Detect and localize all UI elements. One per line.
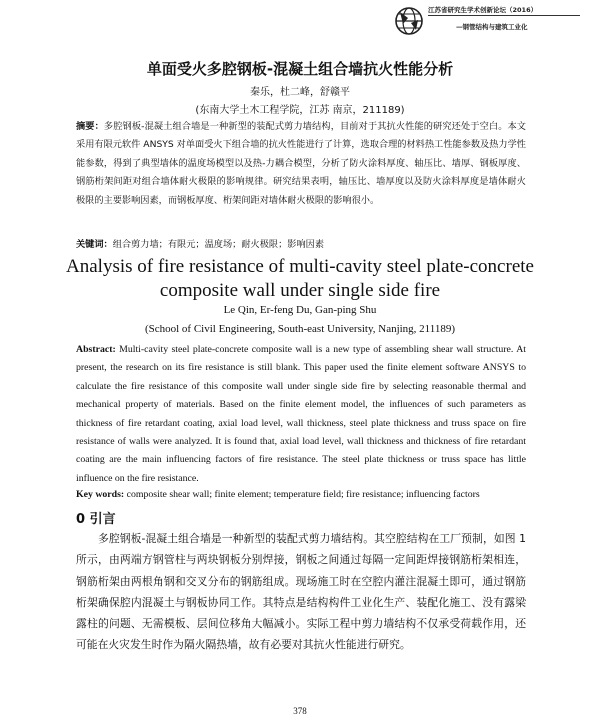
keywords-en	[76, 489, 526, 500]
keywords-cn-text: 组合剪力墙；有限元；温度场；耐火极限；影响因素	[112, 239, 325, 250]
abstract-cn	[76, 118, 526, 210]
abstract-en-text: Multi-cavity steel plate-concrete composite wall is a new type of assembling shear wall structure. At present, the research on its fire resistance is still blank. This paper used the finite element software ANSYS to calculate the fire resistance of this composite wall under single side fire by selecting reasonable thermal and mechanical property of materials. Based on the finite element model, the influences of such parameters as thickness of fire retardant coating, axial load level, wall thickness, steel plate thickness and truss space on fire resistance of walls were analyzed. It is found that, axial load level, wall thickness and thickness of fire retardant coating are the main influencing factors of fire resistance. The steel plate thickness or truss space has little influence on the fire resistance.	[76, 344, 526, 484]
paper-title-cn: 单面受火多腔钢板-混凝土组合墙抗火性能分析	[146, 60, 454, 78]
section-heading: 0 引言	[76, 512, 116, 527]
affiliation-cn: (东南大学土木工程学院，江苏 南京，211189)	[195, 105, 405, 116]
paper-title-en-line2: composite wall under single side fire	[159, 280, 441, 301]
abstract-cn-label: 摘要：	[76, 121, 104, 132]
paper-title-en	[0, 255, 600, 303]
journal-header	[394, 4, 584, 38]
journal-name: 江苏省研究生学术创新论坛（2016）	[428, 6, 538, 14]
keywords-en-text: composite shear wall; finite element; temperature field; fire resistance; influencing factors	[126, 489, 480, 500]
journal-subtitle: —钢管结构与建筑工业化	[456, 23, 528, 31]
header-rule	[428, 15, 580, 16]
authors-en: Le Qin, Er-feng Du, Gan-ping Shu	[223, 304, 377, 316]
paper-title-en-line1: Analysis of fire resistance of multi-cavity steel plate-concrete	[66, 256, 534, 277]
body-paragraph: 多腔钢板-混凝土组合墙是一种新型的装配式剪力墙结构。其空腔结构在工厂预制，如图 1 所示，由两端方钢管柱与两块钢板分别焊接，钢板之间通过每隔一定间距焊接钢筋桁架相连，钢筋桁架由两根角钢和交叉分布的钢筋组成。现场施工时在空腔内灌注混凝土即可，通过钢筋桁架确保腔内混凝土与钢板协同工作。其特点是结构构件工业化生产、装配化施工、没有露梁露柱的问题、无需模板、层间位移角大幅减小。实际工程中剪力墙结构不仅承受荷载作用，还可能在火灾发生时作为隔火隔热墙，故有必要对其抗火性能进行研究。	[76, 532, 526, 652]
authors-cn: 秦乐，杜二峰，舒赣平	[250, 87, 350, 98]
globe-logo-icon	[394, 6, 424, 36]
abstract-en-label: Abstract:	[76, 344, 116, 355]
keywords-en-label: Key words:	[76, 489, 125, 500]
abstract-en	[76, 341, 526, 488]
keywords-cn-label: 关键词：	[76, 239, 113, 250]
affiliation-en: (School of Civil Engineering, South-east University, Nanjing, 211189)	[144, 323, 456, 335]
abstract-cn-text: 多腔钢板-混凝土组合墙是一种新型的装配式剪力墙结构，目前对于其抗火性能的研究还处于空白。本文采用有限元软件 ANSYS 对单面受火下组合墙的抗火性能进行了计算，选取合理的材料热工性能参数及热力学性能参数，得到了典型墙体的温度场模型以及热-力耦合模型，分析了防火涂料厚度、轴压比、墙厚、钢板厚度、钢筋桁架间距对组合墙体耐火极限的影响规律。研究结果表明，轴压比、墙厚度以及防火涂料厚度是墙体耐火极限的主要影响因素，而钢板厚度、桁架间距对墙体耐火极限的影响很小。	[76, 121, 526, 206]
keywords-cn	[76, 236, 526, 250]
page-number: 378	[293, 706, 307, 716]
